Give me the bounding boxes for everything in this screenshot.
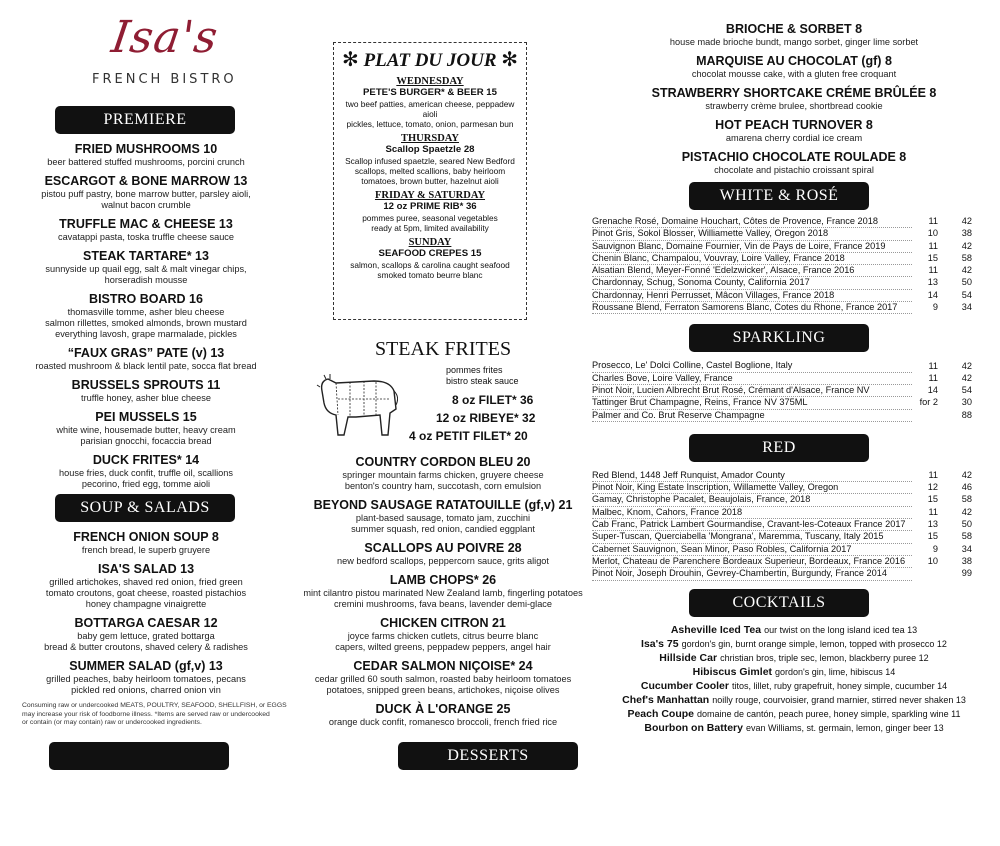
cow-cuts-icon [316,369,398,443]
menu-item-desc: white wine, housemade butter, heavy cream parisian gnocchi, focaccia bread [56,425,236,446]
wine-row [592,555,972,567]
wine-name: Chardonnay, Henri Perrusset, Mâcon Villages, France 2018 [592,289,912,301]
menu-item-name: STEAK TARTARE* 13 [83,249,209,263]
menu-item-desc: sunnyside up quail egg, salt & malt vinegar chips, horseradish mousse [45,264,247,285]
disclaimer-text: Consuming raw or undercooked MEATS, POULTRY, SEAFOOD, SHELLFISH, or EGGS may increase your risk of foodborne illness. *Items are served raw or undercooked or contain (or may contain) raw or undercooked ingredients. [22,702,287,726]
cut-filet: 8 oz FILET* 36 [452,393,534,407]
wine-name: Cab Franc, Patrick Lambert Gourmandise, Cravant-les-Coteaux France 2017 [592,519,912,531]
wine-name: Pinot Noir, Joseph Drouhin, Gevrey-Chambertin, Burgundy, France 2014 [592,568,912,580]
menu-item [298,455,588,492]
plat-du-jour-day [338,76,522,129]
menu-item [588,150,1000,176]
cocktail-desc: domaine de cantón, peach puree, honey simple, sparkling wine 11 [697,708,961,719]
right-column [588,0,1000,735]
menu-item-desc: new bedford scallops, peppercorn sauce, grits aligot [337,556,549,566]
steak-frites-note: pommes frites bistro steak sauce [446,365,519,386]
cocktail-name: Cucumber Cooler [640,679,729,692]
plat-du-jour-title [338,47,522,72]
cocktail-item [588,651,1000,665]
cut-ribeye: 12 oz RIBEYE* 32 [436,411,536,425]
menu-item-desc: joyce farms chicken cutlets, citrus beurre blanc capers, wilted greens, peppadew peppers, angel hair [335,631,551,652]
wine-glass-price: 9 [932,543,938,554]
wine-bottle-price: 50 [961,519,972,530]
wine-row [592,409,972,421]
menu-item [0,378,292,404]
wine-glass-price [912,568,938,580]
menu-item-desc: beer battered stuffed mushrooms, porcini crunch [47,157,245,167]
wine-glass-price: 11 [928,216,938,227]
dish-desc: Scallop infused spaetzle, seared New Bedford scallops, melted scallions, baby heirloom tomatoes, brown butter, hazelnut aioli [345,156,515,186]
menu-item-desc: truffle honey, asher blue cheese [81,393,211,403]
menu-item [0,410,292,447]
menu-item [0,659,292,696]
wine-row [592,506,972,518]
wine-row [592,531,972,543]
menu-item [298,541,588,567]
cocktail-name: Peach Coupe [627,707,694,720]
wine-bottle-price: 42 [961,216,972,227]
wine-row [592,397,972,409]
wine-row [592,482,972,494]
menu-item-name: BOTTARGA CAESAR 12 [74,616,218,630]
menu-item [0,453,292,490]
plat-du-jour-day [338,133,522,186]
menu-item-desc: cedar grilled 60 south salmon, roasted baby heirloom tomatoes potatoes, snipped green beans, artichokes, niçoise olives [314,674,572,695]
cocktail-name: Chef's Manhattan [622,693,710,706]
menu-item-name: BRIOCHE & SORBET 8 [725,22,863,36]
wine-row [592,470,972,482]
plat-du-jour-list [338,76,522,280]
menu-item [588,22,1000,48]
menu-item-desc: chocolate and pistachio croissant spiral [714,165,874,175]
cut-petit-filet: 4 oz PETIT FILET* 20 [409,429,528,443]
wine-bottle-price: 58 [961,494,972,505]
wine-glass-price: 12 [927,482,938,493]
menu-item [0,249,292,286]
desserts-banner: DESSERTS [398,742,578,770]
wine-bottle-price: 54 [961,384,972,395]
soup-list [0,530,292,696]
wine-bottle-price: 42 [961,372,972,383]
wine-name: Chardonnay, Schug, Sonoma County, California 2017 [592,277,912,289]
menu-item-name: DUCK À L'ORANGE 25 [375,702,511,716]
red-table [592,470,972,581]
menu-item-name: SUMMER SALAD (gf,v) 13 [69,659,223,673]
white-rose-table [592,216,972,314]
wine-name: Roussane Blend, Ferraton Samorens Blanc, Cotes du Rhone, France 2017 [592,302,912,314]
wine-glass-price: 11 [928,372,938,383]
wine-bottle-price: 30 [961,397,972,408]
menu-item [588,86,1000,112]
logo [0,0,292,96]
wine-name: Super-Tuscan, Querciabella 'Mongrana', Maremma, Tuscany, Italy 2015 [592,531,912,543]
cocktail-desc: christian bros, triple sec, lemon, blackberry puree 12 [720,652,929,663]
cocktail-name: Bourbon on Battery [644,721,743,734]
wine-bottle-price: 99 [961,568,972,579]
wine-bottle-price: 42 [961,240,972,251]
cocktail-item [588,721,1000,735]
wine-glass-price: 15 [927,252,938,263]
cocktail-desc: gordon's gin, burnt orange simple, lemon, topped with prosecco 12 [681,638,947,649]
menu-item-desc: house fries, duck confit, truffle oil, scallions pecorino, fried egg, tomme aioli [59,468,233,489]
wine-row [592,302,972,314]
cocktail-item [588,679,1000,693]
dish-desc: pommes puree, seasonal vegetables ready at 5pm, limited availability [362,213,498,233]
wine-row [592,240,972,252]
wine-glass-price: 15 [927,494,938,505]
wine-name: Pinot Noir, Lucien Albrecht Brut Rosé, Crémant d'Alsace, France NV [592,384,912,396]
menu-item-name: SCALLOPS AU POIVRE 28 [364,541,522,555]
menu-item-name: HOT PEACH TURNOVER 8 [715,118,873,132]
wine-glass-price: 11 [928,265,938,276]
menu-item-name: PISTACHIO CHOCOLATE ROULADE 8 [681,150,907,164]
wine-row [592,277,972,289]
day-label: THURSDAY [401,133,459,144]
wine-row [592,384,972,396]
wine-glass-price: 11 [928,360,938,371]
wine-row [592,568,972,580]
wine-row [592,289,972,301]
wine-bottle-price: 54 [961,289,972,300]
day-label: FRIDAY & SATURDAY [374,190,486,201]
logo-subtitle: FRENCH BISTRO [92,72,237,87]
wine-glass-price: 11 [928,470,938,481]
wine-bottle-price: 34 [961,302,972,313]
menu-item-name: BEYOND SAUSAGE RATATOUILLE (gf,v) 21 [313,498,573,512]
menu-item [298,702,588,728]
menu-item-name: “FAUX GRAS” PATE (v) 13 [67,346,225,360]
dish-name: 12 oz PRIME RIB* 36 [383,201,477,212]
dish-name: Scallop Spaetzle 28 [385,144,475,155]
menu-item-name: FRIED MUSHROOMS 10 [74,142,218,156]
dish-desc: salmon, scallops & carolina caught seafood smoked tomato beurre blanc [350,260,510,280]
wine-glass-price: 11 [928,506,938,517]
premiere-banner: PREMIERE [55,106,235,134]
menu-item-desc: house made brioche bundt, mango sorbet, ginger lime sorbet [669,37,919,47]
menu-item-desc: french bread, le superb gruyere [81,545,211,555]
wine-name: Palmer and Co. Brut Reserve Champagne [592,409,912,421]
wine-glass-price: 15 [927,531,938,542]
menu-item-name: ESCARGOT & BONE MARROW 13 [44,174,248,188]
wine-name: Prosecco, Le' Dolci Colline, Castel Boglione, Italy [592,360,912,372]
menu-item-desc: mint cilantro pistou marinated New Zealand lamb, fingerling potatoes cremini mushrooms, fava beans, lavender demi-glace [303,588,583,609]
wine-row [592,519,972,531]
menu-item-desc: cavatappi pasta, toska truffle cheese sauce [57,232,235,242]
wine-row [592,543,972,555]
day-label: WEDNESDAY [396,76,464,87]
menu-item [0,346,292,372]
star-icon: ✻ [341,49,359,71]
steak-frites-area [298,361,588,447]
wine-glass-price: for 2 [919,397,938,408]
dessert-list [588,22,1000,176]
wine-bottle-price: 42 [961,360,972,371]
menu-item-name: LAMB CHOPS* 26 [389,573,497,587]
cocktail-item [588,623,1000,637]
menu-item-name: COUNTRY CORDON BLEU 20 [355,455,531,469]
menu-item-name: CEDAR SALMON NIÇOISE* 24 [353,659,533,673]
wine-bottle-price: 42 [961,265,972,276]
entree-list [298,455,588,728]
menu-item [298,616,588,653]
wine-bottle-price: 50 [961,277,972,288]
wine-name: Gamay, Christophe Pacalet, Beaujolais, France, 2018 [592,494,912,506]
cocktail-item [588,665,1000,679]
wine-glass-price: 14 [927,384,938,395]
menu-item-desc: thomasville tomme, asher bleu cheese salmon rillettes, smoked almonds, brown mustard everything lavosh, grape marmalade, pickles [45,307,247,339]
menu-item-desc: springer mountain farms chicken, gruyere cheese benton's country ham, succotash, corn emulsion [342,470,544,491]
star-icon: ✻ [501,49,519,71]
menu-item [0,292,292,340]
cocktail-desc: evan Williams, st. germain, lemon, ginger beer 13 [746,722,944,733]
menu-item-desc: plant-based sausage, tomato jam, zucchini summer squash, red onion, candied eggplant [351,513,535,534]
wine-bottle-price: 38 [961,228,972,239]
wine-row [592,265,972,277]
cocktail-name: Hibiscus Gimlet [692,665,773,678]
wine-glass-price: 9 [932,302,938,313]
plat-du-jour-day [338,190,522,233]
menu-item [0,530,292,556]
wine-row [592,372,972,384]
wine-row [592,228,972,240]
logo-script: Isa's [108,12,222,63]
menu-item [0,616,292,653]
left-column [0,0,292,770]
menu-item-desc: strawberry crème brulee, shortbread cookie [705,101,883,111]
menu-item-name: STRAWBERRY SHORTCAKE CRÉME BRÛLÉE 8 [651,86,937,100]
wine-bottle-price: 42 [961,506,972,517]
menu-item-desc: grilled artichokes, shaved red onion, fried green tomato croutons, goat cheese, roasted pistachios honey champagne vinaigrette [45,577,247,609]
wine-name: Red Blend, 1448 Jeff Runquist, Amador County [592,470,912,482]
bottom-banner [49,742,229,770]
cocktail-desc: our twist on the long island iced tea 13 [764,624,918,635]
menu-item-name: BISTRO BOARD 16 [89,292,203,306]
wine-name: Merlot, Chateau de Parenchere Bordeaux Superieur, Bordeaux, France 2016 [592,555,912,567]
cocktails-banner: COCKTAILS [689,589,869,617]
menu-item [298,659,588,696]
cocktail-desc: noilly rouge, courvoisier, grand marnier, stirred never shaken 13 [712,694,966,705]
wine-glass-price: 14 [927,289,938,300]
wine-name: Sauvignon Blanc, Domaine Fournier, Vin de Pays de Loire, France 2019 [592,240,912,252]
menu-item [0,174,292,211]
wine-bottle-price: 42 [961,470,972,481]
wine-name: Cabernet Sauvignon, Sean Minor, Paso Robles, California 2017 [592,543,912,555]
wine-name: Pinot Noir, King Estate Inscription, Willamette Valley, Oregon [592,482,912,494]
wine-name: Pinot Gris, Sokol Blosser, Williamette Valley, Oregon 2018 [592,228,912,240]
menu-item-desc: amarena cherry cordial ice cream [725,133,863,143]
menu-item-desc: grilled peaches, baby heirloom tomatoes, pecans pickled red onions, charred onion vin [46,674,246,695]
menu-item-name: TRUFFLE MAC & CHEESE 13 [59,217,233,231]
middle-column [298,0,588,770]
cocktail-desc: gordon's gin, lime, hibiscus 14 [775,666,896,677]
plat-du-jour-title-text: PLAT DU JOUR [363,50,497,71]
dish-name: PETE'S BURGER* & BEER 15 [363,87,497,98]
wine-name: Alsatian Blend, Meyer-Fonné 'Edelzwicker', Alsace, France 2016 [592,265,912,277]
cocktail-item [588,707,1000,721]
menu-item [588,118,1000,144]
wine-row [592,360,972,372]
wine-glass-price [912,409,938,421]
menu-item-name: PEI MUSSELS 15 [95,410,197,424]
wine-name: Tattinger Brut Champagne, Reins, France NV 375ML [592,397,912,409]
wine-glass-price: 11 [928,240,938,251]
red-banner: RED [689,434,869,462]
cocktail-name: Asheville Iced Tea [670,623,762,636]
wine-glass-price: 10 [927,555,938,566]
menu-item-desc: orange duck confit, romanesco broccoli, french fried rice [328,717,558,727]
wine-bottle-price: 58 [961,252,972,263]
menu-item-name: DUCK FRITES* 14 [92,453,200,467]
menu-item-name: CHICKEN CITRON 21 [380,616,506,630]
menu-item [298,498,588,535]
menu-item-desc: roasted mushroom & black lentil pate, socca flat bread [35,361,257,371]
cocktail-name: Isa's 75 [641,637,679,650]
cocktail-name: Hillside Car [659,651,718,664]
cocktail-item [588,637,1000,651]
wine-row [592,494,972,506]
wine-name: Malbec, Knom, Cahors, France 2018 [592,506,912,518]
wine-row [592,216,972,228]
menu-item [0,217,292,243]
wine-name: Grenache Rosé, Domaine Houchart, Côtes de Provence, France 2018 [592,216,912,228]
menu-item-name: FRENCH ONION SOUP 8 [73,530,219,544]
menu-item-name: ISA'S SALAD 13 [97,562,195,576]
menu-item [588,54,1000,80]
menu-item-desc: baby gem lettuce, grated bottarga bread & butter croutons, shaved celery & radishes [44,631,248,652]
wine-bottle-price: 58 [961,531,972,542]
disclaimer [0,702,292,728]
cocktail-list [588,623,1000,735]
wine-bottle-price: 46 [961,482,972,493]
menu-item [298,573,588,610]
day-label: SUNDAY [408,237,452,248]
menu-item-name: BRUSSELS SPROUTS 11 [71,378,221,392]
plat-du-jour-box [333,42,527,320]
steak-frites-title: STEAK FRITES [374,338,512,360]
menu-item [0,562,292,610]
sparkling-table [592,360,972,421]
soup-banner: SOUP & SALADS [55,494,235,522]
wine-name: Charles Bove, Loire Valley, France [592,372,912,384]
cocktail-desc: titos, lillet, ruby grapefruit, honey simple, cucumber 14 [732,680,948,691]
menu-item-desc: chocolat mousse cake, with a gluten free croquant [691,69,897,79]
sparkling-banner: SPARKLING [689,324,869,352]
menu-item [0,142,292,168]
menu-item-desc: pistou puff pastry, bone marrow butter, parsley aioli, walnut bacon crumble [41,189,251,210]
wine-glass-price: 13 [927,519,938,530]
wine-glass-price: 10 [927,228,938,239]
cocktail-item [588,693,1000,707]
wine-glass-price: 13 [927,277,938,288]
dish-desc: two beef patties, american cheese, peppadew aioli pickles, lettuce, tomato, onion, parmesan bun [345,99,515,129]
premiere-list [0,142,292,490]
menu-item-name: MARQUISE AU CHOCOLAT (gf) 8 [696,54,892,68]
wine-bottle-price: 34 [961,543,972,554]
white-rose-banner: WHITE & ROSÉ [689,182,869,210]
plat-du-jour-day [338,237,522,280]
wine-row [592,252,972,264]
wine-bottle-price: 88 [961,409,972,420]
wine-bottle-price: 38 [961,555,972,566]
wine-name: Chenin Blanc, Champalou, Vouvray, Loire Valley, France 2018 [592,252,912,264]
dish-name: SEAFOOD CREPES 15 [378,248,482,259]
